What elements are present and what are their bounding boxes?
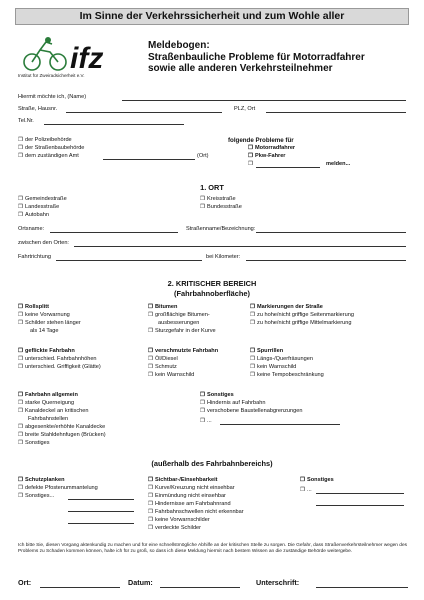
- tel-label: Tel.Nr.: [18, 118, 34, 124]
- checkbox-gemeindestrasse[interactable]: ❒ Gemeindestraße: [18, 196, 67, 203]
- item-text: als 14 Tage: [30, 328, 59, 334]
- datum-field[interactable]: [160, 587, 240, 588]
- logo-subtitle: Institut für Zweiradsicherheit e.V.: [18, 73, 85, 78]
- checkbox-motorradfahrer[interactable]: ❒ Motorradfahrer: [248, 145, 295, 152]
- heading-line-3: sowie alle anderen Verkehrsteilnehmer: [148, 63, 333, 74]
- fahrtrichtung-label: Fahrtrichtung: [18, 254, 51, 260]
- checkbox-rollsplitt[interactable]: ❒ Rollsplitt: [18, 304, 49, 311]
- checkbox-bitumenausbesserungen[interactable]: ❒ großflächige Bitumen-: [148, 312, 210, 319]
- zwischen-label: zwischen den Orten:: [18, 240, 69, 246]
- checkbox-seitenmarkierung[interactable]: ❒ zu hohe/nicht griffige Seitenmarkierung: [250, 312, 354, 319]
- checkbox-sonstiges-fahrbahn[interactable]: ❒ Sonstiges: [18, 440, 50, 447]
- melden-label: melden...: [326, 161, 351, 167]
- checkbox-kanaldecke[interactable]: ❒ abgesenkte/erhöhte Kanaldecke: [18, 424, 105, 431]
- checkbox-einmuendung[interactable]: ❒ Einmündung nicht einsehbar: [148, 493, 226, 500]
- strassenname-field[interactable]: [256, 232, 406, 233]
- plz-label: PLZ, Ort: [234, 106, 256, 112]
- checkbox-schmutz[interactable]: ❒ Schmutz: [148, 364, 177, 371]
- checkbox-sonstiges-ausserhalb-frei[interactable]: ❒ ...: [300, 487, 312, 494]
- amt-field[interactable]: [103, 159, 195, 160]
- datum-label: Datum:: [128, 578, 153, 587]
- footer-statement: Ich bitte Sie, diesen Vorgang aktenkundig zu machen und für eine schnellstmögliche Abhilfe an der kritischen Stelle zu sorgen. Die Gefahr, dass Straßenverkehrsteilnehmer wegen des Problems zu Schaden kommen können, halte ich für zu groß, so dass ich diese Meldung hiermit nach bestem Wissen an die zuständige Behörde weitergebe.: [18, 543, 408, 555]
- other-problem-field[interactable]: [256, 167, 320, 168]
- checkbox-kein-warnschild-1[interactable]: ❒ kein Warnschild: [148, 372, 194, 379]
- checkbox-geflickte-fahrbahn[interactable]: ❒ geflickte Fahrbahn: [18, 348, 75, 355]
- checkbox-sonstiges-ausserhalb[interactable]: ❒ Sonstiges: [300, 477, 334, 484]
- section-ausserhalb-title: (außerhalb des Fahrbahnbereichs): [151, 459, 273, 468]
- unterschrift-label: Unterschrift:: [256, 578, 300, 587]
- zwischen-field[interactable]: [74, 246, 406, 247]
- checkbox-polizei[interactable]: ❒ der Polizeibehörde: [18, 137, 72, 144]
- ortsname-label: Ortsname:: [18, 226, 45, 232]
- checkbox-autobahn[interactable]: ❒ Autobahn: [18, 212, 49, 219]
- heading-line-1: Meldebogen:: [148, 40, 210, 51]
- fahrtrichtung-field[interactable]: [56, 260, 202, 261]
- checkbox-fahrbahn-allgemein[interactable]: ❒ Fahrbahn allgemein: [18, 392, 78, 399]
- checkbox-bitumen[interactable]: ❒ Bitumen: [148, 304, 177, 311]
- sonstiges-ausserhalb-field-1[interactable]: [316, 493, 404, 494]
- checkbox-kurve-kreuzung[interactable]: ❒ Kurve/Kreuzung nicht einsehbar: [148, 485, 235, 492]
- ort-signature-label: Ort:: [18, 578, 32, 587]
- checkbox-schutzplanken[interactable]: ❒ Schutzplanken: [18, 477, 65, 484]
- name-field[interactable]: [122, 100, 406, 101]
- checkbox-sonstiges-kritisch[interactable]: ❒ Sonstiges: [200, 392, 234, 399]
- checkbox-stahldehnfugen[interactable]: ❒ breite Stahldehnfugen (Brücken): [18, 432, 106, 439]
- checkbox-schilder-laenger[interactable]: ❒ Schilder stehen länger: [18, 320, 81, 327]
- section-ort-title: 1. ORT: [200, 183, 224, 192]
- ort-hint: (Ort): [197, 153, 209, 159]
- checkbox-strassenbau[interactable]: ❒ der Straßenbaubehörde: [18, 145, 84, 152]
- checkbox-kreisstrasse[interactable]: ❒ Kreisstraße: [200, 196, 236, 203]
- checkbox-oel-diesel[interactable]: ❒ Öl/Diesel: [148, 356, 178, 363]
- checkbox-vorwarnschilder[interactable]: ❒ keine Vorwarnschilder: [148, 517, 210, 524]
- checkbox-keine-vorwarnung[interactable]: ❒ keine Vorwarnung: [18, 312, 70, 319]
- checkbox-pkw[interactable]: ❒ Pkw-Fahrer: [248, 153, 285, 160]
- tel-field[interactable]: [44, 124, 184, 125]
- sonstiges-schutzplanken-field-1[interactable]: [68, 499, 134, 500]
- checkbox-sichtbarkeit[interactable]: ❒ Sichtbar-/Einsehbarkeit: [148, 477, 218, 484]
- checkbox-sonstiges-frei[interactable]: ❒ ...: [200, 418, 212, 425]
- street-field[interactable]: [66, 112, 222, 113]
- logo-text: ifz: [70, 42, 104, 75]
- problems-label: folgende Probleme für: [228, 137, 294, 144]
- checkbox-mittelmarkierung[interactable]: ❒ zu hohe/nicht griffige Mittelmarkierung: [250, 320, 351, 327]
- checkbox-tempobeschraenkung[interactable]: ❒ keine Tempobeschränkung: [250, 372, 324, 379]
- strassenname-label: Straßenname/Bezeichnung:: [186, 226, 256, 232]
- form-heading: [148, 40, 365, 75]
- checkbox-kein-warnschild-2[interactable]: ❒ kein Warnschild: [250, 364, 296, 371]
- kilometer-label: bei Kilometer:: [206, 254, 241, 260]
- checkbox-landesstrasse[interactable]: ❒ Landesstraße: [18, 204, 59, 211]
- item-text: ausbesserungen: [158, 320, 200, 326]
- page-banner: Im Sinne der Verkehrssicherheit und zum Wohle aller: [15, 8, 409, 25]
- sonstiges-schutzplanken-field-3[interactable]: [68, 523, 134, 524]
- name-label: Hiermit möchte ich, (Name): [18, 94, 87, 100]
- sonstiges-kritisch-field[interactable]: [220, 424, 340, 425]
- checkbox-bundesstrasse[interactable]: ❒ Bundesstraße: [200, 204, 242, 211]
- section-kritisch-title: 2. KRITISCHER BEREICH: [167, 279, 257, 288]
- unterschrift-field[interactable]: [316, 587, 408, 588]
- checkbox-fahrbahnschwellen[interactable]: ❒ Fahrbahnschwellen nicht erkennbar: [148, 509, 244, 516]
- kilometer-field[interactable]: [246, 260, 406, 261]
- checkbox-hindernisse-rand[interactable]: ❒ Hindernisse am Fahrbahnrand: [148, 501, 231, 508]
- ort-signature-field[interactable]: [40, 587, 120, 588]
- checkbox-verschmutzte-fahrbahn[interactable]: ❒ verschmutzte Fahrbahn: [148, 348, 218, 355]
- checkbox-griffigkeit[interactable]: ❒ unterschied. Griffigkeit (Glätte): [18, 364, 101, 371]
- checkbox-amt[interactable]: ❒ dem zuständigen Amt: [18, 153, 79, 160]
- checkbox-fahrbahnhoehen[interactable]: ❒ unterschied. Fahrbahnhöhen: [18, 356, 97, 363]
- checkbox-fraesungen[interactable]: ❒ Längs-/Querfräsungen: [250, 356, 313, 363]
- checkbox-sonstiges-schutzplanken[interactable]: ❒ Sonstiges...: [18, 493, 54, 500]
- heading-line-2: Straßenbauliche Probleme für Motorradfahrer: [148, 51, 365, 63]
- checkbox-querneigung[interactable]: ❒ starke Querneigung: [18, 400, 74, 407]
- sonstiges-schutzplanken-field-2[interactable]: [68, 511, 134, 512]
- checkbox-kanaldeckel[interactable]: ❒ Kanaldeckel an kritischen: [18, 408, 88, 415]
- checkbox-baustellen[interactable]: ❒ verschobene Baustellenabgrenzungen: [200, 408, 303, 415]
- ortsname-field[interactable]: [50, 232, 178, 233]
- checkbox-pfostenummantelung[interactable]: ❒ defekte Pfostenummantelung: [18, 485, 98, 492]
- plz-field[interactable]: [266, 112, 406, 113]
- checkbox-markierungen[interactable]: ❒ Markierungen der Straße: [250, 304, 323, 311]
- checkbox-spurrillen[interactable]: ❒ Spurrillen: [250, 348, 283, 355]
- checkbox-sturzgefahr[interactable]: ❒ Sturzgefahr in der Kurve: [148, 328, 216, 335]
- checkbox-verdeckte-schilder[interactable]: ❒ verdeckte Schilder: [148, 525, 201, 532]
- checkbox-hindernis[interactable]: ❒ Hindernis auf Fahrbahn: [200, 400, 265, 407]
- section-kritisch-subtitle: (Fahrbahnoberfläche): [174, 289, 250, 298]
- sonstiges-ausserhalb-field-2[interactable]: [316, 505, 404, 506]
- street-label: Straße, Hausnr.: [18, 106, 58, 112]
- checkbox-other-problem[interactable]: ❒: [248, 161, 254, 167]
- item-text: Fahrbahnstellen: [28, 416, 69, 422]
